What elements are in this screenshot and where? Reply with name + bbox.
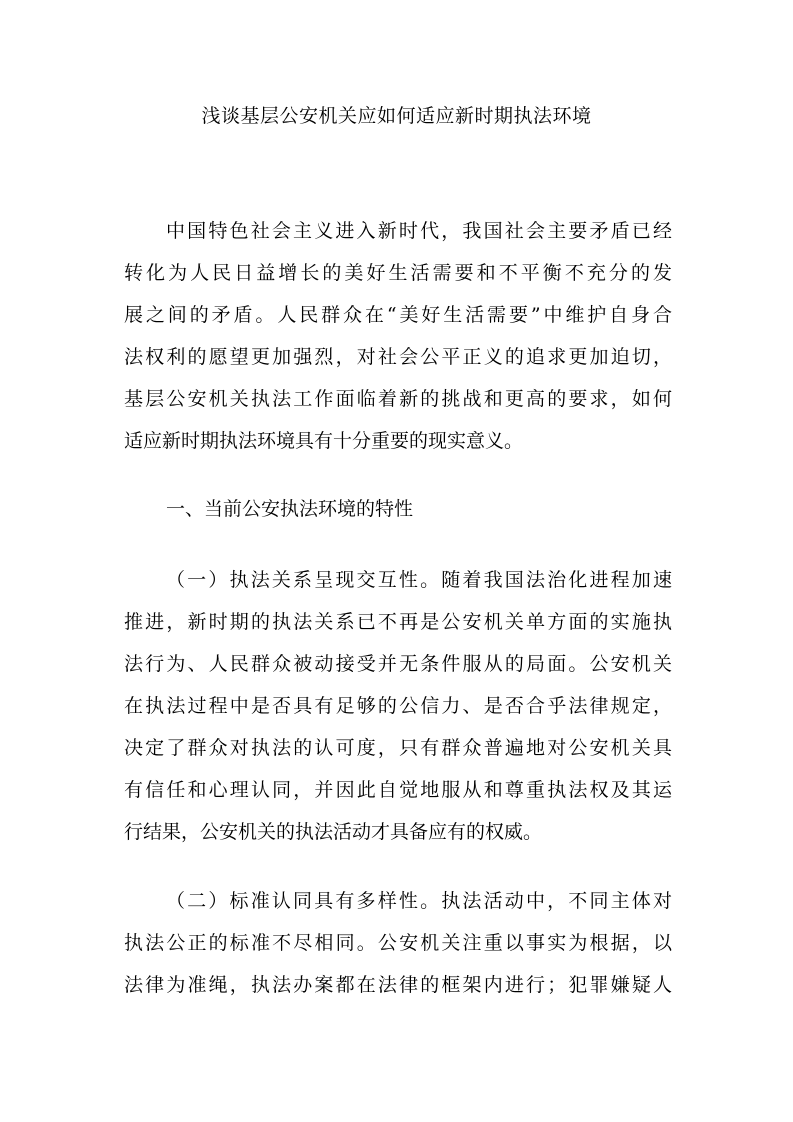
paragraph-line: 决定了群众对执法的认可度，只有群众普遍地对公安机关具 (124, 737, 672, 759)
paragraph-line: 转化为人民日益增长的美好生活需要和不平衡不充分的发 (124, 262, 672, 284)
paragraph-line: 有信任和心理认同，并因此自觉地服从和尊重执法权及其运 (124, 779, 672, 801)
heading-line: 一、当前公安执法环境的特性 (166, 498, 414, 520)
paragraph-line: 执法公正的标准不尽相同。公安机关注重以事实为根据，以 (124, 932, 672, 954)
paragraph-line: 中国特色社会主义进入新时代，我国社会主要矛盾已经 (166, 220, 672, 242)
paragraph-line: 法行为、人民群众被动接受并无条件服从的局面。公安机关 (124, 653, 672, 675)
paragraph-line: （二）标准认同具有多样性。执法活动中，不同主体对 (166, 890, 672, 912)
paragraph-line: 展之间的矛盾。人民群众在“美好生活需要”中维护自身合 (124, 304, 672, 326)
paragraph-line: 法律为准绳，执法办案都在法律的框架内进行；犯罪嫌疑人 (124, 974, 672, 996)
paragraph-line: 行结果，公安机关的执法活动才具备应有的权威。 (124, 821, 543, 843)
paragraph-line: 适应新时期执法环境具有十分重要的现实意义。 (124, 430, 524, 452)
paragraph-line: 法权利的愿望更加强烈，对社会公平正义的追求更加迫切， (124, 346, 672, 368)
paragraph-line: 基层公安机关执法工作面临着新的挑战和更高的要求，如何 (124, 388, 672, 410)
paragraph-line: （一）执法关系呈现交互性。随着我国法治化进程加速 (166, 569, 672, 591)
document-title: 浅谈基层公安机关应如何适应新时期执法环境 (201, 105, 592, 127)
paragraph-line: 推进，新时期的执法关系已不再是公安机关单方面的实施执 (124, 611, 672, 633)
paragraph-line: 在执法过程中是否具有足够的公信力、是否合乎法律规定， (124, 695, 672, 717)
